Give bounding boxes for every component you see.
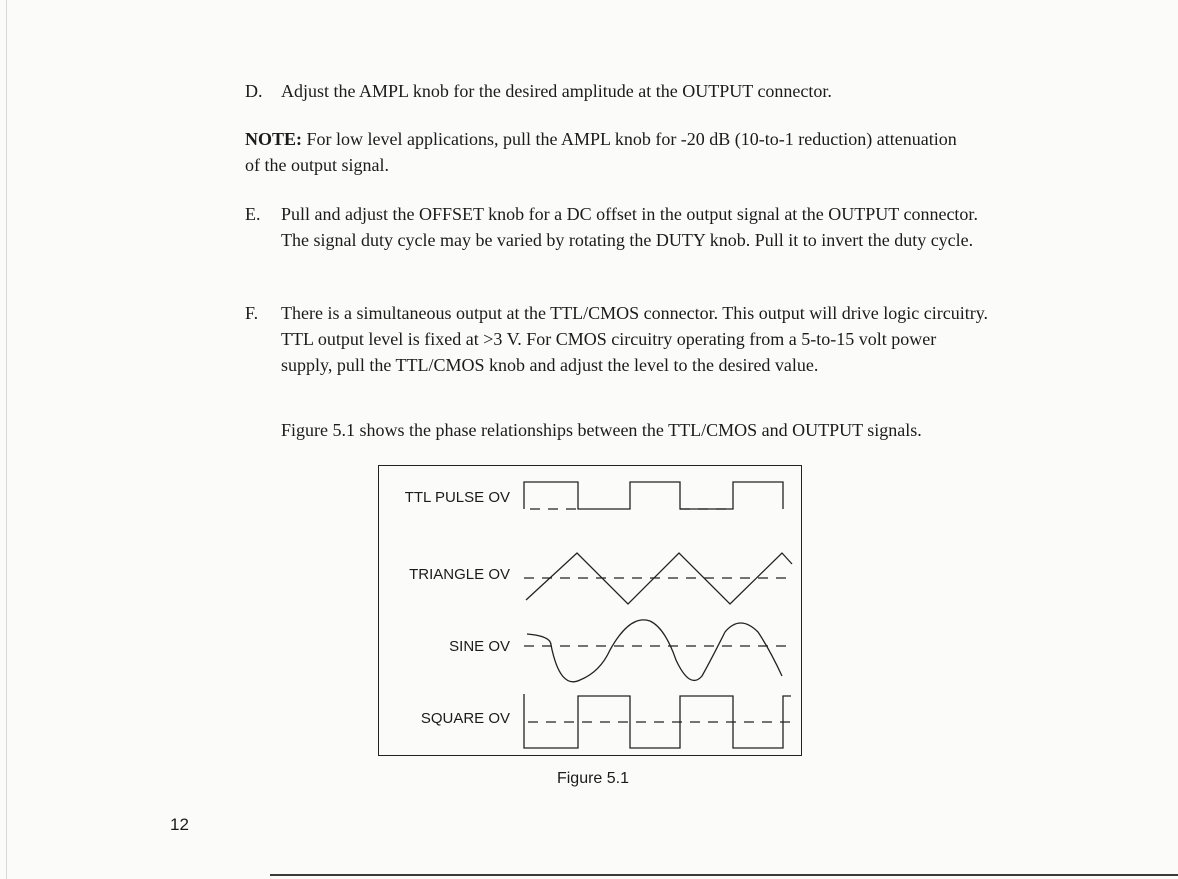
signal-label-sine: SINE OV [449,638,510,655]
figure-caption: Figure 5.1 [556,770,630,787]
signal-label-square: SQUARE OV [420,710,510,727]
note-text: For low level applications, pull the AMPL knob for -20 dB (10-to-1 reduction) attenuation of the output signal. [245,129,957,175]
step-f-label: F. [245,303,259,323]
page-number: 12 [170,815,189,834]
signal-label-ttl-pulse: TTL PULSE OV [404,489,510,506]
step-e-text: Pull and adjust the OFFSET knob for a DC offset in the output signal at the OUTPUT connector. The signal duty cycle may be varied by rotating the DUTY knob. Pull it to invert the duty cycle. [281,204,978,250]
step-e-label: E. [245,204,261,224]
step-d-text: Adjust the AMPL knob for the desired amplitude at the OUTPUT connector. [281,81,832,101]
figure-reference: Figure 5.1 shows the phase relationships between the TTL/CMOS and OUTPUT signals. [281,420,922,440]
bottom-rule [270,874,1178,876]
square-waveform [524,694,791,748]
ttl-pulse-waveform [524,482,783,509]
step-f-text: There is a simultaneous output at the TTL/CMOS connector. This output will drive logic circuitry. TTL output level is fixed at >3 V. For CMOS circuitry operating from a 5-to-15 volt power supply, pull the TTL/CMOS knob and adjust the level to the desired value. [281,303,989,375]
note-label: NOTE: [245,129,303,149]
signal-label-triangle: TRIANGLE OV [409,566,510,583]
step-d-label: D. [245,81,263,101]
sine-waveform [527,620,782,682]
